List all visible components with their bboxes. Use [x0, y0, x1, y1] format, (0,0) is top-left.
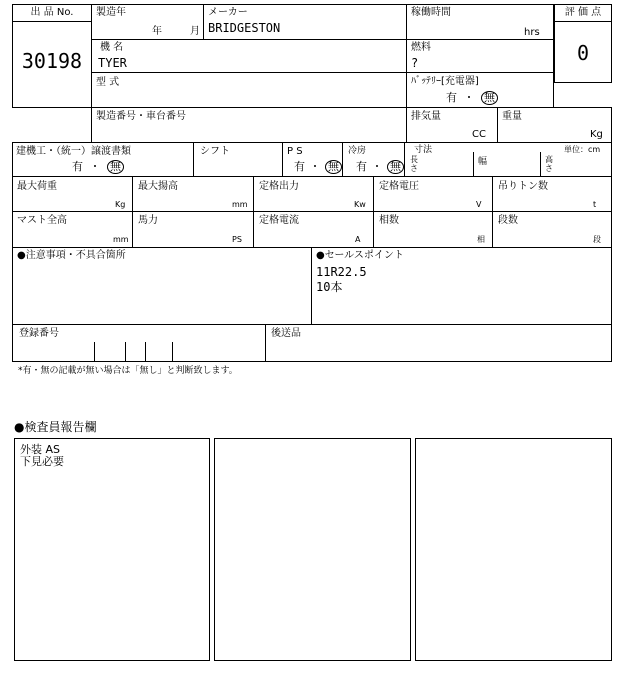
caution-label: ●注意事項・不具合箇所 — [17, 250, 126, 261]
displacement-unit: CC — [472, 129, 486, 140]
rated-voltage-unit: V — [476, 200, 482, 209]
inspector-box-3 — [415, 438, 612, 661]
battery-label: ﾊﾞｯﾃﾘｰ[充電器] — [411, 76, 479, 87]
hp-unit: PS — [232, 235, 242, 244]
battery-yes: 有 — [446, 91, 457, 104]
inspector-box-2 — [214, 438, 411, 661]
rated-current-label: 定格電流 — [259, 215, 299, 226]
hp-label: 馬力 — [138, 215, 158, 226]
lot-number-label: 出 品 No. — [30, 7, 74, 18]
max-lift-label: 最大揚高 — [138, 181, 178, 192]
mast-label: マスト全高 — [17, 215, 67, 226]
length-label: 長 さ — [410, 155, 418, 173]
transfer-yes: 有 — [72, 160, 83, 173]
serial-label: 製造番号・車台番号 — [96, 111, 186, 122]
rated-output-label: 定格出力 — [259, 181, 299, 192]
battery-no-circled: 無 — [481, 91, 498, 105]
ac-yes: 有 — [356, 160, 367, 173]
battery-sep: ・ — [463, 91, 475, 104]
fuel-value: ? — [411, 56, 419, 70]
displacement-label: 排気量 — [411, 111, 441, 122]
ps-choice — [294, 160, 342, 174]
sales-label: ●セールスポイント — [316, 250, 404, 261]
steps-label: 段数 — [498, 215, 518, 226]
year-label: 製造年 — [96, 7, 126, 18]
ac-no-circled: 無 — [387, 160, 404, 174]
hours-unit: hrs — [524, 27, 540, 38]
phase-label: 相数 — [379, 215, 399, 226]
shift-label: シフト — [200, 146, 230, 157]
shipping-label: 後送品 — [271, 328, 301, 339]
ac-sep: ・ — [371, 160, 383, 173]
width-label: 幅 — [478, 157, 488, 167]
month-unit: 月 — [190, 26, 200, 37]
hoist-unit: t — [593, 200, 597, 209]
footnote: *有・無の記載が無い場合は「無し」と判断致します。 — [18, 366, 238, 376]
score-value: 0 — [576, 41, 590, 65]
registration-label: 登録番号 — [19, 328, 59, 339]
maker-label: メーカー — [208, 7, 248, 18]
max-load-unit: Kg — [115, 200, 126, 209]
transfer-no-circled: 無 — [107, 160, 124, 174]
max-lift-unit: mm — [232, 200, 248, 209]
sales-line-1: 11R22.5 — [316, 265, 367, 279]
height-label: 高 さ — [545, 155, 553, 173]
steps-unit: 段 — [593, 235, 601, 244]
fuel-label: 燃料 — [411, 42, 431, 53]
model-value: TYER — [98, 56, 127, 70]
model-label: 機 名 — [100, 42, 124, 53]
rated-output-unit: Kw — [354, 200, 366, 209]
hours-label: 稼働時間 — [411, 7, 451, 18]
maker-value: BRIDGESTON — [208, 21, 281, 35]
battery-choice — [446, 91, 498, 105]
ps-yes: 有 — [294, 160, 305, 173]
transfer-label: 建機工・（統一）譲渡書類 — [16, 146, 131, 157]
weight-label: 重量 — [502, 111, 522, 122]
inspector-line-1: 外装 AS — [20, 443, 61, 456]
lot-number-value: 30198 — [21, 49, 83, 73]
inspector-line-2: 下見必要 — [20, 455, 64, 468]
dim-unit: 単位：cm — [564, 145, 601, 154]
transfer-choice — [72, 160, 124, 174]
rated-current-unit: A — [355, 235, 361, 244]
rated-voltage-label: 定格電圧 — [379, 181, 419, 192]
weight-unit: Kg — [590, 129, 603, 140]
inspector-title: ●検査員報告欄 — [14, 420, 97, 434]
score-label: 評 価 点 — [564, 7, 602, 18]
hoist-label: 吊りトン数 — [498, 181, 548, 192]
ps-no-circled: 無 — [325, 160, 342, 174]
sales-line-2: 10本 — [316, 280, 343, 294]
mast-unit: mm — [113, 235, 129, 244]
ac-choice — [356, 160, 404, 174]
phase-unit: 相 — [477, 235, 485, 244]
year-unit: 年 — [152, 26, 162, 37]
ac-label: 冷房 — [348, 146, 367, 156]
transfer-sep: ・ — [89, 160, 101, 173]
dim-label: 寸法 — [414, 145, 433, 155]
type-label: 型 式 — [96, 77, 120, 88]
max-load-label: 最大荷重 — [17, 181, 57, 192]
spec-grid — [12, 142, 612, 248]
inspector-box-1 — [14, 438, 210, 661]
ps-label: P S — [287, 146, 303, 157]
ps-sep: ・ — [309, 160, 321, 173]
registration-row — [12, 324, 612, 362]
